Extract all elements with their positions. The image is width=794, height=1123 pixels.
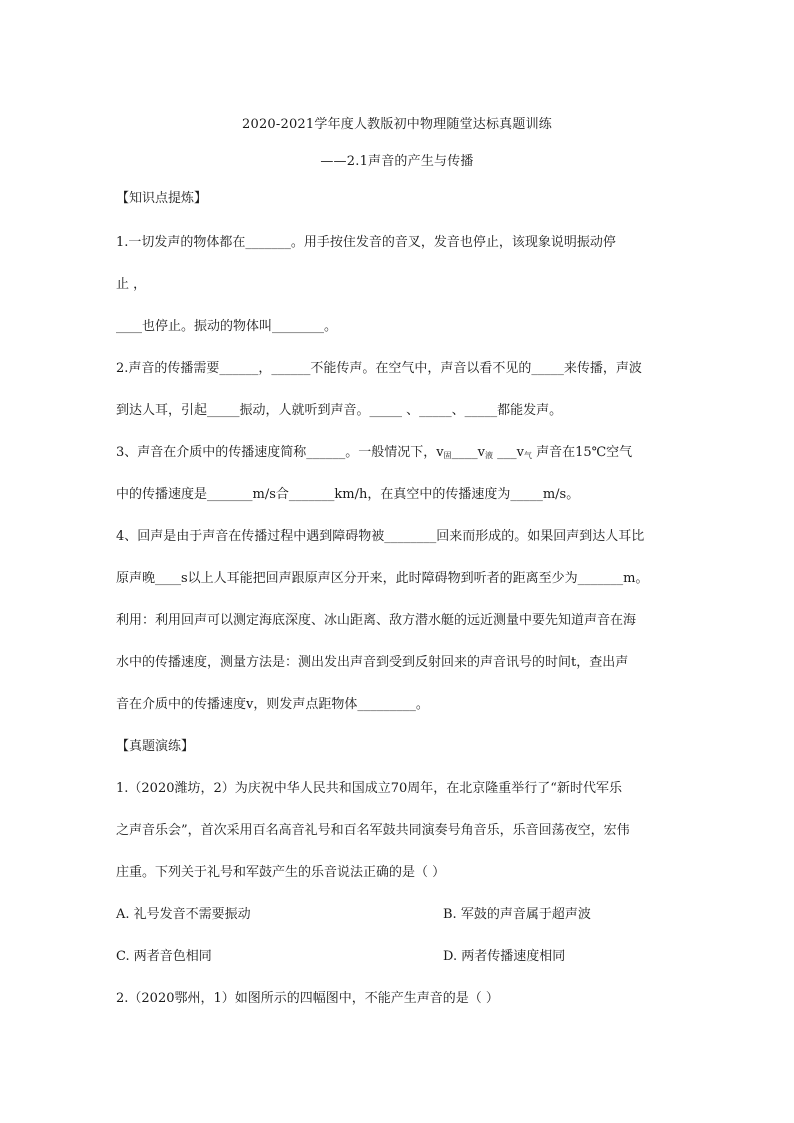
v-sub-liquid: 液 bbox=[484, 451, 493, 460]
knowledge-heading: 【知识点提炼】 bbox=[116, 191, 208, 206]
line6-blank1: ____v bbox=[451, 445, 485, 460]
knowledge-line-3: ____也停止。振动的物体叫________。 bbox=[116, 319, 338, 334]
question-1-line-2: 之声音乐会”，首次采用百名高音礼号和百名军鼓共同演奏号角音乐，乐音回荡夜空，宏伟 bbox=[116, 823, 630, 838]
knowledge-line-9: 原声晚____s以上人耳能把回声跟原声区分开来，此时障碍物到听者的距离至少为_______m。 bbox=[116, 571, 649, 586]
question-1-option-c: C. 两者音色相同 bbox=[116, 949, 212, 964]
document-subtitle: ——2.1声音的产生与传播 bbox=[320, 154, 474, 169]
question-1-line-3: 庄重。下列关于礼号和军鼓产生的乐音说法正确的是（ ） bbox=[116, 865, 446, 880]
knowledge-line-8: 4、回声是由于声音在传播过程中遇到障碍物被________回来而形成的。如果回声到达人耳比 bbox=[116, 529, 645, 544]
knowledge-line-1: 1.一切发声的物体都在_______。用手按住发音的音叉，发音也停止，该现象说明振动停 bbox=[116, 235, 616, 250]
knowledge-line-12: 音在介质中的传播速度v，则发声点距物体_________。 bbox=[116, 697, 429, 712]
line6-blank2: ___v bbox=[492, 445, 524, 460]
question-1-line-1: 1.（2020潍坊，2）为庆祝中华人民共和国成立70周年，在北京隆重举行了“新时代军乐 bbox=[116, 781, 622, 796]
knowledge-line-2: 止 ， bbox=[116, 277, 147, 292]
knowledge-line-11: 水中的传播速度，测量方法是：测出发出声音到受到反射回来的声音讯号的时间t，查出声 bbox=[116, 655, 629, 670]
knowledge-line-10: 利用：利用回声可以测定海底深度、冰山距离、敌方潜水艇的远近测量中要先知道声音在海 bbox=[116, 613, 637, 628]
v-sub-solid: 固 bbox=[443, 451, 452, 460]
knowledge-line-4: 2.声音的传播需要______，______不能传声。在空气中，声音以看不见的_____来传播，声波 bbox=[116, 361, 642, 376]
knowledge-line-5: 到达人耳，引起_____振动，人就听到声音。_____ 、_____、_____都能发声。 bbox=[116, 403, 563, 418]
practice-heading: 【真题演练】 bbox=[116, 739, 195, 754]
question-1-option-d: D. 两者传播速度相同 bbox=[443, 949, 566, 964]
line6-lead: 3、声音在介质中的传播速度简称______。一般情况下，v bbox=[116, 445, 444, 460]
question-1-option-b: B. 军鼓的声音属于超声波 bbox=[443, 907, 591, 922]
v-sub-gas: 气 bbox=[523, 451, 532, 460]
knowledge-line-7: 中的传播速度是_______m/s合_______km/h，在真空中的传播速度为_____m/s。 bbox=[116, 487, 580, 502]
document-title: 2020-2021学年度人教版初中物理随堂达标真题训练 bbox=[242, 117, 552, 132]
question-1-option-a: A. 礼号发音不需要振动 bbox=[116, 907, 251, 922]
knowledge-line-6 bbox=[116, 444, 686, 465]
line6-tail: 声音在15℃空气 bbox=[531, 445, 633, 460]
question-2-line-1: 2.（2020鄂州，1）如图所示的四幅图中，不能产生声音的是（ ） bbox=[116, 991, 499, 1006]
